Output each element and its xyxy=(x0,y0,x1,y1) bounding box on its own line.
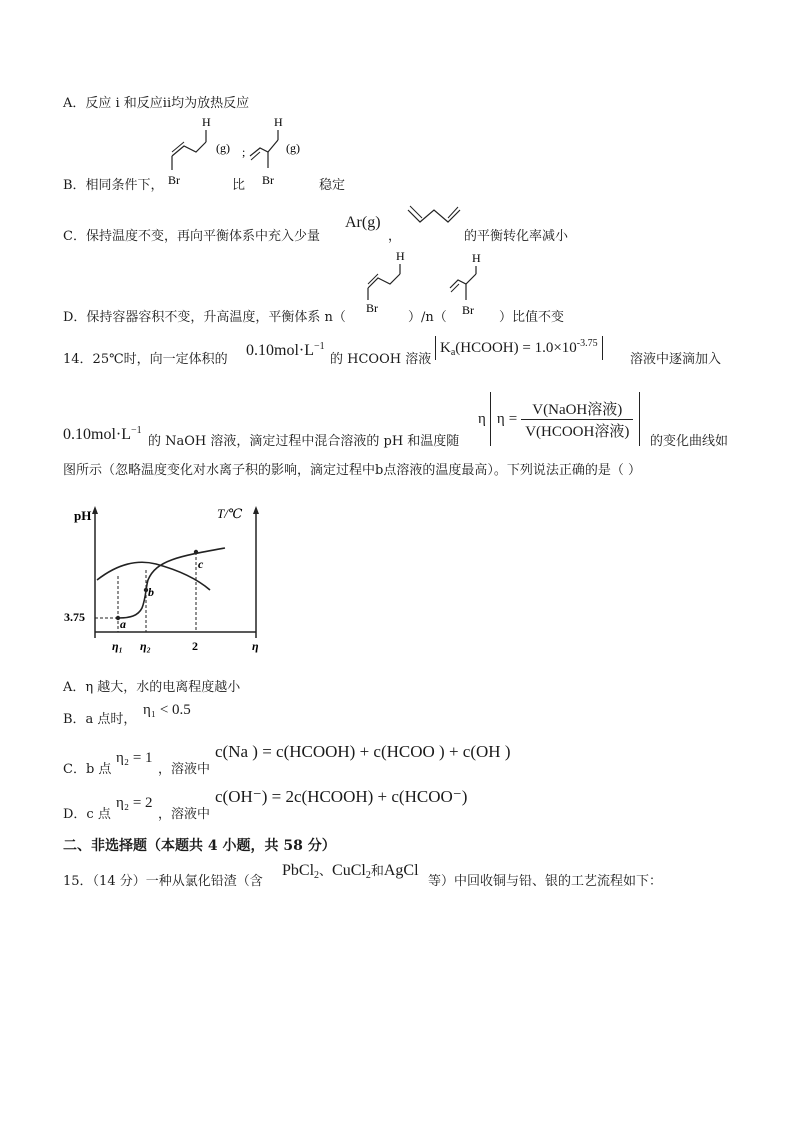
option-13-d-prefix: D．保持容器容积不变，升高温度，平衡体系 n（ xyxy=(63,310,346,325)
x-tick-2: 2 xyxy=(192,639,198,653)
option-13-c-suffix: 的平衡转化率减小 xyxy=(464,229,569,244)
option-14-d-prefix: D．c 点 xyxy=(63,807,111,822)
option-13-d-mid: ）/n（ xyxy=(408,310,447,325)
q14-line1-c: 溶液中逐滴加入 xyxy=(630,352,722,367)
option-13-c-ar: Ar(g) xyxy=(345,214,381,231)
q14-conc-2: $0.10mol\cdot L^{-1}$ xyxy=(63,425,142,443)
q15-prefix: 15．（14 分）一种从氯化铅渣（含 xyxy=(63,874,263,889)
y-label-temp: T/℃ xyxy=(217,506,243,521)
section-heading: 二、非选择题（本题共 4 小题，共 58 分） xyxy=(63,838,336,854)
mol-h-1: H xyxy=(202,115,211,129)
q14-line2-b: 的 NaOH 溶液，滴定过程中混合溶液的 pH 和温度随 xyxy=(148,434,460,449)
option-14-d-cond: η₂ = 2 xyxy=(116,795,153,811)
mol-br-3: Br xyxy=(366,301,378,315)
q14-line3: 图所示（忽略温度变化对水离子积的影响，滴定过程中b点溶液的温度最高）。下列说法正确的是（ ） xyxy=(63,463,641,478)
option-14-d-equation: c(OH⁻) = 2c(HCOOH) + c(HCOO⁻) xyxy=(215,787,468,806)
mol-br-1: Br xyxy=(168,173,180,187)
eta-denominator: V(HCOOH溶液) xyxy=(525,423,630,440)
gas-label-1: (g) xyxy=(216,141,230,155)
q14-line1-a: 14．25℃时，向一定体积的 xyxy=(63,352,228,367)
option-13-a: A．反应 i 和反应ii均为放热反应 xyxy=(63,96,250,111)
butadiene-image xyxy=(404,202,464,232)
option-14-b-math: η₁ < 0.5 xyxy=(143,702,191,718)
label-a: a xyxy=(120,617,126,631)
separator: ; xyxy=(242,145,246,159)
ph-curve xyxy=(118,548,225,618)
point-c-marker xyxy=(194,550,198,554)
q15-species: PbCl$_2$、CuCl$_2$和AgCl xyxy=(282,862,419,881)
option-14-c-prefix: C．b 点 xyxy=(63,762,112,777)
option-13-b-prefix: B．相同条件下， xyxy=(63,178,164,193)
ka-bracket: $K_a(HCOOH) = 1.0\times 10^{-3.75}$ xyxy=(435,336,603,360)
option-13-c-comma: ， xyxy=(388,229,402,244)
q14-line1-b: 的 HCOOH 溶液 xyxy=(330,352,432,367)
option-14-c-equation: c(Na ) = c(HCOOH) + c(HCOO ) + c(OH ) xyxy=(215,742,511,761)
mol-br-2: Br xyxy=(262,173,274,187)
option-13-c-prefix: C．保持温度不变，再向平衡体系中充入少量 xyxy=(63,229,320,244)
x-tick-eta2: η₂ xyxy=(140,639,151,653)
option-14-b-prefix: B．a 点时， xyxy=(63,712,137,727)
label-b: b xyxy=(148,585,154,599)
eta-numerator: V(NaOH溶液) xyxy=(532,401,623,418)
ph-temperature-graph xyxy=(60,500,280,660)
option-13-b-mid: 比 xyxy=(232,178,246,193)
option-14-a: A．η 越大，水的电离程度越小 xyxy=(63,680,241,695)
label-c: c xyxy=(198,557,204,571)
mol-h-3: H xyxy=(396,249,405,263)
x-label-eta: η xyxy=(252,639,259,653)
eta-definition: η η = V(NaOH溶液) V(HCOOH溶液) xyxy=(478,392,640,446)
option-13-d-suffix: ）比值不变 xyxy=(499,310,565,325)
mol-br-4: Br xyxy=(462,303,474,317)
mol-h-2: H xyxy=(274,115,283,129)
option-13-b-end: 稳定 xyxy=(319,178,346,193)
q14-line2-c: 的变化曲线如 xyxy=(650,434,729,449)
q14-conc: $0.10mol\cdot L^{-1}$ xyxy=(246,341,325,359)
tick-375: 3.75 xyxy=(64,610,85,624)
gas-label-2: (g) xyxy=(286,141,300,155)
option-14-d-mid: ，溶液中 xyxy=(158,807,211,822)
option-14-c-cond: η₂ = 1 xyxy=(116,750,153,766)
y-label-ph: pH xyxy=(74,508,92,523)
q15-suffix: 等）中回收铜与铅、银的工艺流程如下： xyxy=(428,874,663,889)
mol-h-4: H xyxy=(472,251,481,265)
option-14-c-mid: ，溶液中 xyxy=(158,762,211,777)
x-tick-eta1: η₁ xyxy=(112,639,123,653)
